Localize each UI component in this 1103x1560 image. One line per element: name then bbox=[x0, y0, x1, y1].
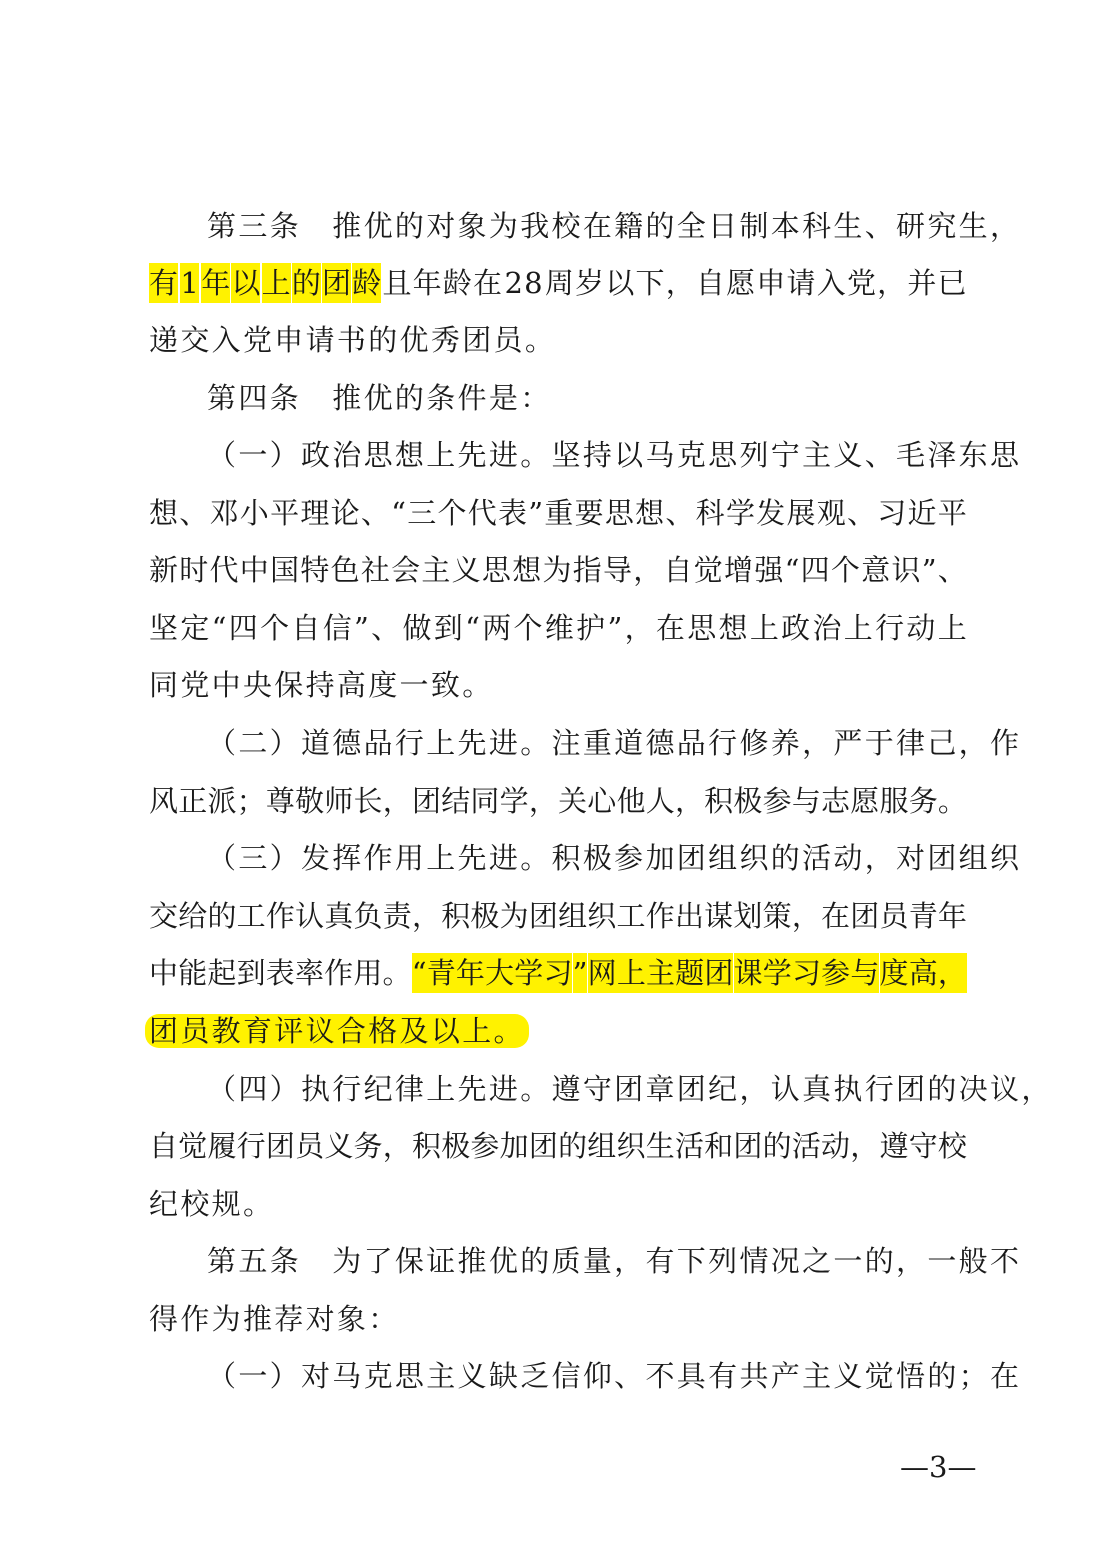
text-char: 工 bbox=[616, 899, 646, 933]
text-char: ， bbox=[877, 266, 907, 300]
text-char: 守 bbox=[908, 1129, 938, 1163]
highlighted-char: 度 bbox=[880, 953, 909, 993]
text-char: 想 bbox=[635, 496, 665, 530]
highlighted-char: 学 bbox=[763, 953, 792, 993]
text-line bbox=[149, 550, 967, 590]
text-char: 、 bbox=[665, 496, 695, 530]
text-char: 、 bbox=[371, 611, 401, 645]
text-line bbox=[149, 1126, 967, 1166]
text-char: 论 bbox=[330, 496, 360, 530]
text-char: ， bbox=[665, 266, 695, 300]
text-char: 尊 bbox=[265, 784, 295, 818]
text-segment: （一）政治思想上先进。坚持以马克思列宁主义、毛泽东思 bbox=[207, 438, 1022, 472]
text-char: 积 bbox=[441, 899, 471, 933]
text-line bbox=[207, 206, 1021, 246]
text-char: 年 bbox=[937, 899, 967, 933]
text-char: 8 bbox=[524, 266, 543, 300]
text-char: 的 bbox=[558, 1129, 588, 1163]
text-segment: 第五条 为了保证推优的质量，有下列情况之一的，一般不 bbox=[207, 1244, 1022, 1278]
text-char: 负 bbox=[353, 899, 383, 933]
text-char: 平 bbox=[937, 496, 967, 530]
text-char: 心 bbox=[587, 784, 617, 818]
text-char: 思 bbox=[687, 611, 717, 645]
text-char: 义 bbox=[451, 553, 481, 587]
text-char: 组 bbox=[558, 899, 588, 933]
highlighted-char: 大 bbox=[485, 953, 514, 993]
text-char: 自 bbox=[695, 266, 725, 300]
text-char: 入 bbox=[816, 266, 846, 300]
text-char: 同 bbox=[470, 784, 500, 818]
text-char: 在 bbox=[655, 611, 685, 645]
text-char: 用 bbox=[353, 956, 383, 990]
text-char: 且 bbox=[382, 266, 412, 300]
text-char: 以 bbox=[605, 266, 635, 300]
text-char: 员 bbox=[295, 1129, 325, 1163]
text-char: 青 bbox=[908, 899, 938, 933]
text-char: 2 bbox=[504, 266, 523, 300]
text-char: 学 bbox=[499, 784, 529, 818]
text-char: 展 bbox=[786, 496, 816, 530]
text-char: 到 bbox=[236, 956, 266, 990]
text-char: 动 bbox=[821, 1129, 851, 1163]
text-char: “ bbox=[784, 553, 800, 587]
highlighted-char: 的 bbox=[292, 263, 321, 303]
text-char: 代 bbox=[209, 553, 239, 587]
text-line bbox=[149, 1011, 525, 1051]
text-char: 积 bbox=[704, 784, 734, 818]
text-char: 认 bbox=[295, 899, 325, 933]
text-char: “ bbox=[465, 611, 480, 645]
text-segment: （三）发挥作用上先进。积极参加团组织的活动，对团组织 bbox=[207, 841, 1022, 875]
text-char: 党 bbox=[846, 266, 876, 300]
text-line bbox=[149, 781, 967, 821]
text-char: 给 bbox=[178, 899, 208, 933]
text-char: 上 bbox=[749, 611, 779, 645]
text-char: 出 bbox=[674, 899, 704, 933]
text-char: 三 bbox=[407, 496, 437, 530]
text-char: 两 bbox=[482, 611, 512, 645]
text-char: 的 bbox=[762, 1129, 792, 1163]
text-char: 请 bbox=[786, 266, 816, 300]
text-char: 加 bbox=[499, 1129, 529, 1163]
text-char: 代 bbox=[467, 496, 497, 530]
highlighted-char: 团 bbox=[704, 953, 733, 993]
text-char: 参 bbox=[470, 1129, 500, 1163]
text-char: 作 bbox=[645, 899, 675, 933]
text-char: 已 bbox=[937, 266, 967, 300]
text-char: 极 bbox=[733, 784, 763, 818]
text-line bbox=[149, 1184, 274, 1224]
text-char: 上 bbox=[937, 611, 967, 645]
text-char: 和 bbox=[704, 1129, 734, 1163]
text-char: 新 bbox=[149, 553, 179, 587]
text-char: 、 bbox=[179, 496, 209, 530]
text-char: 愿 bbox=[726, 266, 756, 300]
text-char: 想 bbox=[149, 496, 179, 530]
text-char: 。 bbox=[382, 956, 412, 990]
text-char: ， bbox=[382, 1129, 412, 1163]
text-char: 邓 bbox=[209, 496, 239, 530]
text-char: 积 bbox=[411, 1129, 441, 1163]
text-char: 坚 bbox=[149, 611, 179, 645]
text-line bbox=[149, 263, 967, 303]
text-char: 在 bbox=[473, 266, 503, 300]
text-line bbox=[149, 953, 967, 993]
highlighted-char: 上 bbox=[617, 953, 646, 993]
text-char: 、 bbox=[937, 553, 967, 587]
text-char: 团 bbox=[528, 899, 558, 933]
highlighted-char: 以 bbox=[231, 263, 260, 303]
text-char: 识 bbox=[891, 553, 921, 587]
text-char: 治 bbox=[812, 611, 842, 645]
text-char: 作 bbox=[265, 899, 295, 933]
text-line bbox=[149, 896, 967, 936]
text-char: 中 bbox=[239, 553, 269, 587]
text-char: 护 bbox=[576, 611, 606, 645]
text-char: 年 bbox=[412, 266, 442, 300]
highlighted-char: 学 bbox=[514, 953, 543, 993]
text-char: 社 bbox=[360, 553, 390, 587]
text-char: 团 bbox=[850, 899, 880, 933]
text-char: 行 bbox=[236, 1129, 266, 1163]
text-char: 团 bbox=[733, 1129, 763, 1163]
text-line bbox=[149, 493, 967, 533]
text-char: ， bbox=[633, 553, 663, 587]
text-char: 四 bbox=[800, 553, 830, 587]
text-char: 龄 bbox=[442, 266, 472, 300]
text-char: 他 bbox=[616, 784, 646, 818]
text-char: 重 bbox=[544, 496, 574, 530]
text-char: ； bbox=[236, 784, 266, 818]
text-char: 时 bbox=[179, 553, 209, 587]
text-char: 生 bbox=[645, 1129, 675, 1163]
text-char: ， bbox=[624, 611, 654, 645]
text-char: 到 bbox=[433, 611, 463, 645]
text-char: 下 bbox=[635, 266, 665, 300]
text-char: 做 bbox=[402, 611, 432, 645]
text-char: 行 bbox=[875, 611, 905, 645]
text-char: 习 bbox=[877, 496, 907, 530]
text-char: ， bbox=[791, 899, 821, 933]
text-line bbox=[207, 378, 552, 418]
text-char: 观 bbox=[816, 496, 846, 530]
text-char: 中 bbox=[149, 956, 179, 990]
text-char: 表 bbox=[265, 956, 295, 990]
text-char: 、 bbox=[360, 496, 390, 530]
text-char: 国 bbox=[270, 553, 300, 587]
text-char: 愿 bbox=[850, 784, 880, 818]
text-char: 申 bbox=[756, 266, 786, 300]
text-char: 正 bbox=[178, 784, 208, 818]
text-char: 组 bbox=[587, 1129, 617, 1163]
highlighted-char: 年 bbox=[456, 953, 485, 993]
text-segment: 第三条 推优的对象为我校在籍的全日制本科生、研究生， bbox=[207, 209, 1022, 243]
text-segment: （二）道德品行上先进。注重道德品行修养，严于律己，作 bbox=[207, 726, 1022, 760]
text-char: 履 bbox=[207, 1129, 237, 1163]
text-line bbox=[149, 1299, 400, 1339]
text-char: 员 bbox=[879, 899, 909, 933]
text-char: 平 bbox=[270, 496, 300, 530]
text-line bbox=[149, 665, 494, 705]
highlighted-char: 青 bbox=[427, 953, 456, 993]
text-char: 工 bbox=[236, 899, 266, 933]
text-char: 觉 bbox=[693, 553, 723, 587]
text-char: 交 bbox=[149, 899, 179, 933]
text-segment: 得作为推荐对象： bbox=[149, 1302, 400, 1336]
highlighted-char: 龄 bbox=[352, 263, 381, 303]
text-char: 人 bbox=[645, 784, 675, 818]
text-char: 参 bbox=[762, 784, 792, 818]
text-line bbox=[149, 320, 556, 360]
highlighted-text: 团员教育评议合格及以上。 bbox=[145, 1014, 529, 1048]
highlighted-char: 题 bbox=[675, 953, 704, 993]
text-char: ” bbox=[607, 611, 623, 645]
text-char: 策 bbox=[762, 899, 792, 933]
text-char: 的 bbox=[207, 899, 237, 933]
text-segment: 递交入党申请书的优秀团员。 bbox=[149, 323, 557, 357]
text-char: 率 bbox=[294, 956, 324, 990]
text-char: ， bbox=[850, 1129, 880, 1163]
text-char: 自 bbox=[149, 1129, 179, 1163]
text-char: 并 bbox=[907, 266, 937, 300]
text-segment: （一）对马克思主义缺乏信仰、不具有共产主义觉悟的；在 bbox=[207, 1359, 1022, 1393]
text-char: 个 bbox=[830, 553, 860, 587]
text-char: 义 bbox=[324, 1129, 354, 1163]
text-char: 个 bbox=[513, 611, 543, 645]
highlighted-char: 上 bbox=[262, 263, 291, 303]
text-char: 团 bbox=[528, 1129, 558, 1163]
text-char: 动 bbox=[906, 611, 936, 645]
text-char: 觉 bbox=[178, 1129, 208, 1163]
text-char: 小 bbox=[239, 496, 269, 530]
highlighted-char: 网 bbox=[588, 953, 617, 993]
text-char: 遵 bbox=[879, 1129, 909, 1163]
highlighted-char: ， bbox=[938, 953, 967, 993]
text-segment: 同党中央保持高度一致。 bbox=[149, 668, 494, 702]
text-char: 织 bbox=[616, 1129, 646, 1163]
text-char: ” bbox=[528, 496, 544, 530]
text-char: ” bbox=[354, 611, 369, 645]
text-char: 思 bbox=[604, 496, 634, 530]
highlighted-char: 课 bbox=[734, 953, 763, 993]
highlighted-char: 习 bbox=[543, 953, 572, 993]
text-char: 派 bbox=[207, 784, 237, 818]
text-char: 理 bbox=[300, 496, 330, 530]
text-char: 岁 bbox=[575, 266, 605, 300]
text-char: 强 bbox=[754, 553, 784, 587]
text-char: 关 bbox=[558, 784, 588, 818]
highlighted-char: 1 bbox=[180, 263, 198, 303]
text-char: 周 bbox=[544, 266, 574, 300]
text-line bbox=[149, 608, 967, 648]
text-char: 志 bbox=[821, 784, 851, 818]
text-char: 定 bbox=[180, 611, 210, 645]
text-char: 科 bbox=[695, 496, 725, 530]
text-char: 划 bbox=[733, 899, 763, 933]
text-char: 学 bbox=[725, 496, 755, 530]
highlighted-char: 有 bbox=[149, 263, 178, 303]
text-char: 政 bbox=[781, 611, 811, 645]
text-char: 指 bbox=[572, 553, 602, 587]
text-char: 活 bbox=[791, 1129, 821, 1163]
text-char: 自 bbox=[291, 611, 321, 645]
highlighted-char: 习 bbox=[792, 953, 821, 993]
text-line bbox=[207, 1241, 1021, 1281]
text-line bbox=[207, 1069, 1053, 1109]
text-char: 思 bbox=[481, 553, 511, 587]
text-line bbox=[207, 1356, 1021, 1396]
text-char: 上 bbox=[843, 611, 873, 645]
highlighted-char: 年 bbox=[201, 263, 230, 303]
text-char: 表 bbox=[498, 496, 528, 530]
text-char: 与 bbox=[791, 784, 821, 818]
highlighted-char: 团 bbox=[322, 263, 351, 303]
text-char: 个 bbox=[260, 611, 290, 645]
text-char: 作 bbox=[324, 956, 354, 990]
highlighted-char: 参 bbox=[821, 953, 850, 993]
text-char: 服 bbox=[879, 784, 909, 818]
text-char: 在 bbox=[821, 899, 851, 933]
text-char: 务 bbox=[908, 784, 938, 818]
text-char: 维 bbox=[544, 611, 574, 645]
highlighted-char: 与 bbox=[850, 953, 879, 993]
text-char: 团 bbox=[411, 784, 441, 818]
text-char: 特 bbox=[300, 553, 330, 587]
text-char: 、 bbox=[847, 496, 877, 530]
text-char: 务 bbox=[353, 1129, 383, 1163]
highlighted-char: “ bbox=[412, 953, 427, 993]
text-char: 长 bbox=[353, 784, 383, 818]
text-char: 意 bbox=[861, 553, 891, 587]
text-char: 自 bbox=[663, 553, 693, 587]
text-char: 个 bbox=[437, 496, 467, 530]
text-char: 责 bbox=[382, 899, 412, 933]
text-char: 想 bbox=[512, 553, 542, 587]
text-char: 为 bbox=[499, 899, 529, 933]
text-char: 。 bbox=[937, 784, 967, 818]
text-segment: 纪校规。 bbox=[149, 1187, 275, 1221]
text-line bbox=[207, 435, 1021, 475]
text-char: 想 bbox=[718, 611, 748, 645]
text-line bbox=[207, 838, 1021, 878]
text-char: 增 bbox=[724, 553, 754, 587]
page-number: —3— bbox=[900, 1450, 977, 1484]
text-char: 主 bbox=[421, 553, 451, 587]
text-char: 谋 bbox=[704, 899, 734, 933]
highlighted-char: ” bbox=[573, 953, 588, 993]
text-char: 活 bbox=[674, 1129, 704, 1163]
text-char: 能 bbox=[178, 956, 208, 990]
text-char: 近 bbox=[907, 496, 937, 530]
highlighted-char: 主 bbox=[646, 953, 675, 993]
text-char: 导 bbox=[602, 553, 632, 587]
text-char: “ bbox=[211, 611, 227, 645]
text-char: ， bbox=[382, 784, 412, 818]
text-char: ， bbox=[411, 899, 441, 933]
text-char: 信 bbox=[322, 611, 352, 645]
text-segment: （四）执行纪律上先进。遵守团章团纪，认真执行团的决议， bbox=[207, 1072, 1053, 1106]
text-char: 四 bbox=[228, 611, 258, 645]
text-char: 结 bbox=[441, 784, 471, 818]
text-char: ， bbox=[674, 784, 704, 818]
text-segment: 第四条 推优的条件是： bbox=[207, 381, 552, 415]
text-char: 织 bbox=[587, 899, 617, 933]
text-char: 敬 bbox=[295, 784, 325, 818]
text-char: “ bbox=[391, 496, 406, 530]
text-char: 风 bbox=[149, 784, 179, 818]
text-char: ” bbox=[921, 553, 937, 587]
text-line bbox=[207, 723, 1021, 763]
text-char: 发 bbox=[756, 496, 786, 530]
text-char: 会 bbox=[391, 553, 421, 587]
text-char: 极 bbox=[441, 1129, 471, 1163]
text-char: 要 bbox=[574, 496, 604, 530]
text-char: 极 bbox=[470, 899, 500, 933]
text-char: 起 bbox=[207, 956, 237, 990]
text-char: 色 bbox=[330, 553, 360, 587]
text-char: 为 bbox=[542, 553, 572, 587]
text-char: 团 bbox=[265, 1129, 295, 1163]
text-char: ， bbox=[528, 784, 558, 818]
highlighted-char: 高 bbox=[909, 953, 938, 993]
text-char: 真 bbox=[324, 899, 354, 933]
text-char: 师 bbox=[324, 784, 354, 818]
text-char: 校 bbox=[937, 1129, 967, 1163]
